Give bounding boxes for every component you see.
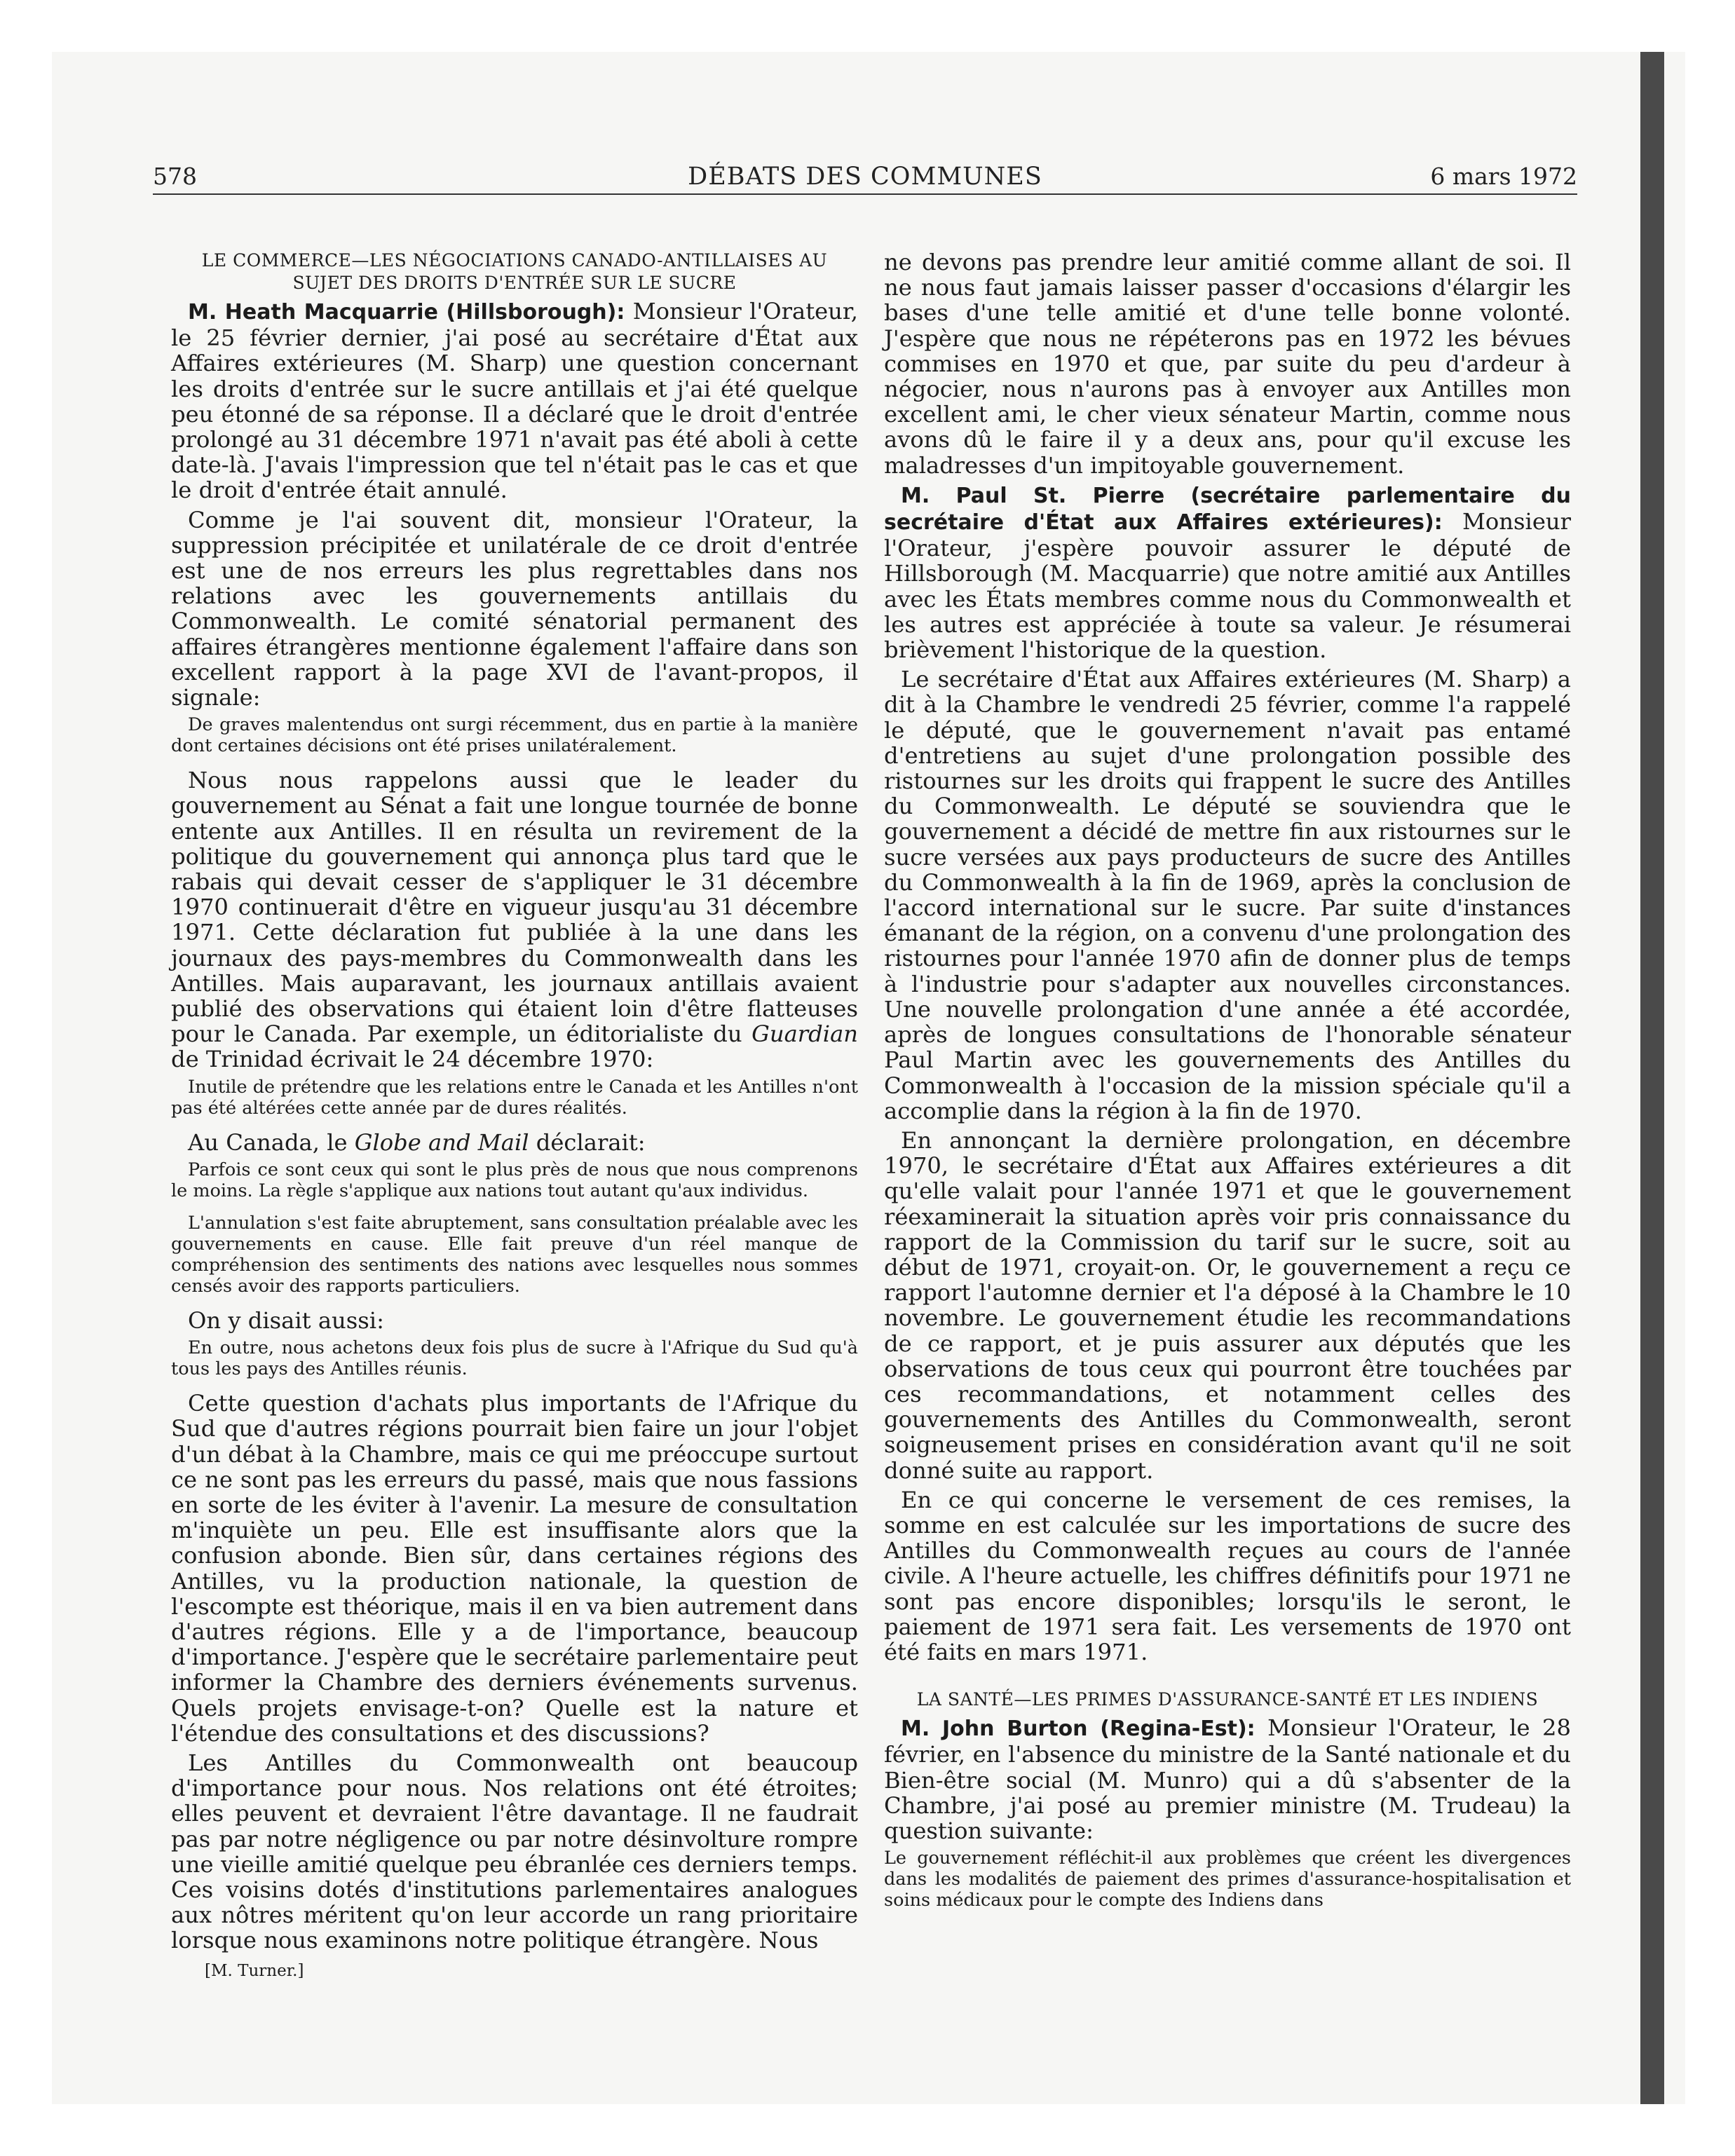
speaker-footnote: [M. Turner.]	[205, 1961, 304, 1980]
newspaper-title: Guardian	[751, 1021, 858, 1048]
paragraph-text: Au Canada, le	[188, 1128, 355, 1156]
paragraph	[884, 482, 1571, 662]
block-quote: De graves malentendus ont surgi récemment, dus en partie à la manière dont certaines décisions ont été prises unilatéralement.	[171, 714, 858, 757]
block-quote: Parfois ce sont ceux qui sont le plus près de nous que nous comprenons le moins. La règle s'applique aux nations tout autant qu'aux individus.	[171, 1159, 858, 1201]
running-title: DÉBATS DES COMMUNES	[688, 163, 1042, 191]
page-header	[153, 163, 1577, 195]
block-quote: En outre, nous achetons deux fois plus de sucre à l'Afrique du Sud qu'à tous les pays des Antilles réunis.	[171, 1337, 858, 1380]
paragraph	[171, 299, 858, 503]
newspaper-title: Globe and Mail	[354, 1128, 529, 1156]
paragraph-text: Monsieur l'Orateur, j'espère pouvoir assurer le député de Hillsborough (M. Macquarrie) que notre amitié aux Antilles avec les États membres comme nous du Commonwealth et les autres est appréciée à toute sa valeur. Je résumerai brièvement l'historique de la question.	[884, 508, 1571, 664]
paragraph-text: déclarait:	[529, 1128, 646, 1156]
paragraph: Les Antilles du Commonwealth ont beaucoup d'importance pour nous. Nos relations ont été étroites; elles peuvent et devraient l'être davantage. Il ne faudrait pas par notre négligence ou par notre désinvolture rompre une vieille amitié quelque peu ébranlée ces derniers temps. Ces voisins dotés d'institutions parlementaires analogues aux nôtres méritent qu'on leur accorde un rang prioritaire lorsque nous examinons notre politique étrangère. Nous	[171, 1749, 858, 1954]
page-number: 578	[153, 163, 197, 190]
block-quote: Inutile de prétendre que les relations entre le Canada et les Antilles n'ont pas été altérées cette année par de dures réalités.	[171, 1076, 858, 1119]
paragraph: En annonçant la dernière prolongation, en décembre 1970, le secrétaire d'État aux Affaires extérieures a dit qu'elle valait pour l'année 1971 et que le gouvernement réexaminerait la situation après voir pris connaissance du rapport de la Commission du tarif sur le sucre, soit au début de 1971, croyait-on. Or, le gouvernement a reçu ce rapport l'automne dernier et l'a déposé à la Chambre le 10 novembre. Le gouvernement étudie les recommandations de ce rapport, et je puis assurer aux députés que les observations de tous ceux qui pourront être touchées par ces recommandations, et notamment celles des gouvernements des Antilles du Commonwealth, seront soigneusement prises en considération avant qu'il ne soit donné suite au rapport.	[884, 1126, 1571, 1484]
section-heading: LA SANTÉ—LES PRIMES D'ASSURANCE-SANTÉ ET LES INDIENS	[916, 1689, 1539, 1710]
paragraph-text: Monsieur l'Orateur, le 28 février, en l'absence du ministre de la Santé nationale et du Bien-être social (M. Munro) qui a dû s'absenter de la Chambre, j'ai posé au premier ministre (M. Trudeau) la question suivante:	[884, 1714, 1572, 1844]
paragraph: Cette question d'achats plus importants de l'Afrique du Sud que d'autres régions pourrait bien faire un jour l'objet d'un débat à la Chambre, mais ce qui me préoccupe surtout ce ne sont pas les erreurs du passé, mais que nous fassions en sorte de les éviter à l'avenir. La mesure de consultation m'inquiète un peu. Elle est insuffisante alors que la confusion abonde. Bien sûr, dans certaines régions des Antilles, vu la production nationale, la question de l'escompte est théorique, mais il en va bien autrement dans d'autres régions. Elle y a de l'importance, beaucoup d'importance. J'espère que le secrétaire parlementaire peut informer la Chambre des derniers événements survenus. Quels projets envisage-t-on? Quelle est la nature et l'étendue des consultations et des discussions?	[171, 1390, 858, 1747]
paragraph	[171, 1130, 858, 1155]
paragraph: On y disait aussi:	[188, 1306, 384, 1334]
header-date: 6 mars 1972	[1430, 163, 1577, 190]
paragraph: En ce qui concerne le versement de ces remises, la somme en est calculée sur les importations de sucre des Antilles du Commonwealth reçues au cours de l'année civile. A l'heure actuelle, les chiffres définitifs pour 1971 ne sont pas encore disponibles; lorsqu'ils le seront, le paiement de 1971 sera fait. Les versements de 1970 ont été faits en mars 1971.	[884, 1486, 1571, 1665]
section-heading: LE COMMERCE—LES NÉGOCIATIONS CANADO-ANTILLAISES AU SUJET DES DROITS D'ENTRÉE SUR LE SUCRE	[201, 250, 828, 293]
paragraph: ne devons pas prendre leur amitié comme allant de soi. Il ne nous faut jamais laisser passer d'occasions d'élargir les bases d'une telle amitié et d'une telle bonne volonté. J'espère que nous ne répéterons pas en 1972 les bévues commises en 1970 et que, par suite du peu d'ardeur à négocier, nous n'aurons pas à envoyer aux Antilles mon excellent ami, le cher vieux sénateur Martin, comme nous avons dû le faire il y a deux ans, pour qu'il excuse les maladresses d'un impitoyable gouvernement.	[884, 249, 1571, 479]
paragraph: Comme je l'ai souvent dit, monsieur l'Orateur, la suppression précipitée et unilatérale de ce droit d'entrée est une de nos erreurs les plus regrettables dans nos relations avec les gouvernements antillais du Commonwealth. Le comité sénatorial permanent des affaires étrangères mentionne également l'affaire dans son excellent rapport à la page XVI de l'avant-propos, il signale:	[171, 506, 858, 711]
paragraph-text: Monsieur l'Orateur, le 25 février dernier, j'ai posé au secrétaire d'État aux Affaires extérieures (M. Sharp) une question concernant les droits d'entrée sur le sucre antillais et j'ai été quelque peu étonné de sa réponse. Il a déclaré que le droit d'entrée prolongé au 31 décembre 1971 n'avait pas été aboli à cette date-là. J'avais l'impression que tel n'était pas le cas et que le droit d'entrée était annulé.	[171, 298, 858, 504]
left-column	[171, 250, 858, 1980]
spacer	[884, 1669, 1571, 1688]
speaker-name: M. Paul St. Pierre (secrétaire parlementaire du secrétaire d'État aux Affaires extérieures):	[884, 483, 1571, 535]
paragraph	[171, 767, 858, 1072]
paragraph-text: Nous nous rappelons aussi que le leader du gouvernement au Sénat a fait une longue tournée de bonne entente aux Antilles. Il en résulta un revirement de la politique du gouvernement qui annonça plus tard que le rabais qui devait cesser de s'appliquer le 31 décembre 1970 continuerait d'être en vigueur jusqu'au 31 décembre 1971. Cette déclaration fut publiée à la une dans les journaux des pays-membres du Commonwealth dans les Antilles. Mais auparavant, les journaux antillais avaient publié des observations qui étaient loin d'être flatteuses pour le Canada. Par exemple, un éditorialiste du	[171, 767, 858, 1048]
block-quote: L'annulation s'est faite abruptement, sans consultation préalable avec les gouvernements en cause. Elle fait preuve d'un réel manque de compréhension des sentiments des nations avec lesquelles nous sommes censés avoir des rapports particuliers.	[171, 1212, 858, 1297]
right-column	[884, 250, 1571, 1922]
paragraph	[884, 1715, 1571, 1843]
block-quote: Le gouvernement réfléchit-il aux problèmes que créent les divergences dans les modalités de paiement des primes d'assurance-hospitalisation et soins médicaux pour le compte des Indiens dans	[884, 1848, 1571, 1911]
paragraph: Le secrétaire d'État aux Affaires extérieures (M. Sharp) a dit à la Chambre le vendredi 25 février, comme l'a rappelé le député, que le gouvernement n'avait pas entamé d'entretiens au sujet d'une prolongation possible des ristournes sur les droits qui frappent le sucre des Antilles du Commonwealth. Le député se souviendra que le gouvernement a décidé de mettre fin aux ristournes sur le sucre versées aux pays producteurs de sucre des Antilles du Commonwealth à la fin de 1969, après la conclusion de l'accord international sur le sucre. Par suite d'instances émanant de la région, on a convenu d'une prolongation des ristournes pour l'année 1970 afin de donner plus de temps à l'industrie pour s'adapter aux nouvelles circonstances. Une nouvelle prolongation d'une année a été accordée, après de longues consultations de l'honorable sénateur Paul Martin avec les gouvernements des Antilles du Commonwealth à l'occasion de la mission spéciale qu'il a accomplie dans la région à la fin de 1970.	[884, 666, 1571, 1124]
speaker-name: M. John Burton (Regina-Est):	[901, 1717, 1256, 1742]
paragraph-text: de Trinidad écrivait le 24 décembre 1970:	[171, 1046, 654, 1073]
speaker-name: M. Heath Macquarrie (Hillsborough):	[188, 300, 625, 325]
scan-edge-bar	[1640, 52, 1664, 2104]
